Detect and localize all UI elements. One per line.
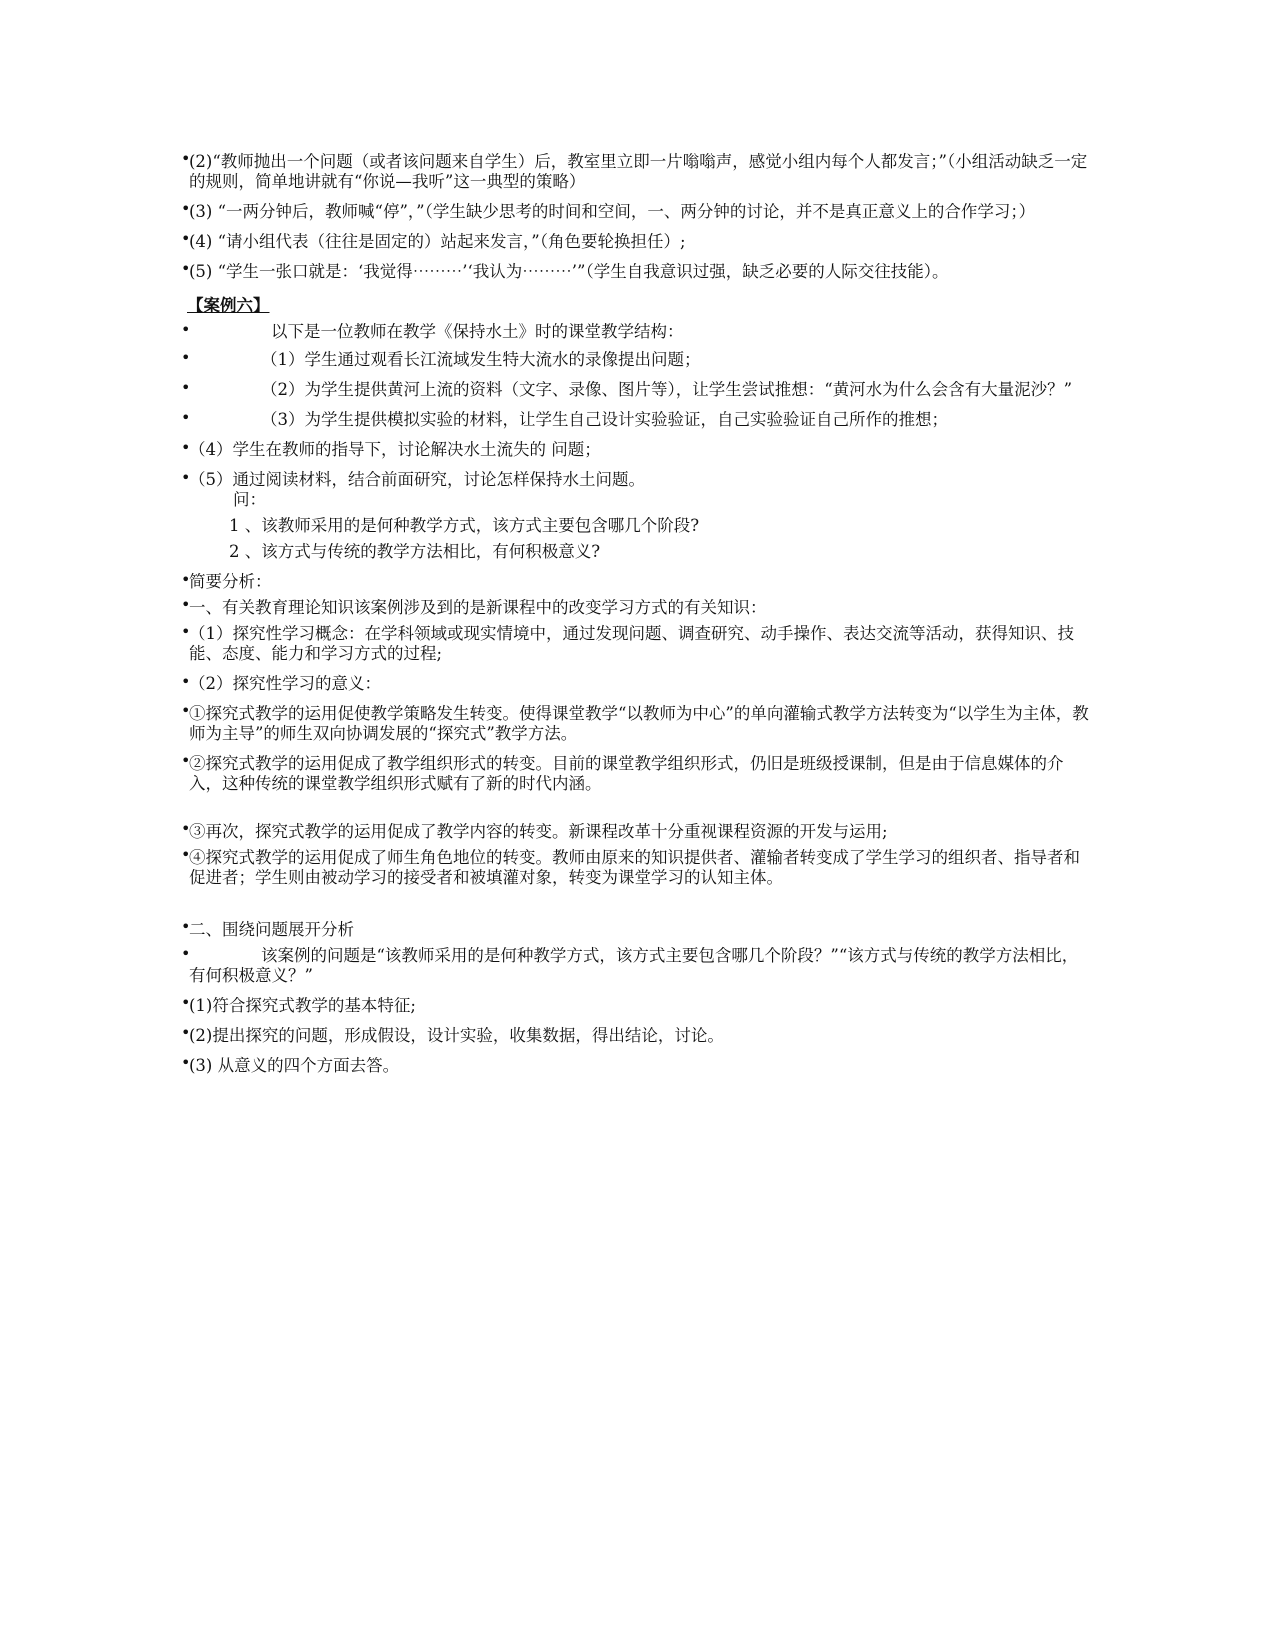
questions-label: 问： — [233, 490, 266, 509]
meaning-item: • ②探究式教学的运用促成了教学组织形式的转变。目前的课堂教学组织形式，仍旧是班级授课制，但是由于信息媒体的介入，这种传统的课堂教学组织形式赋有了新的时代内涵。 — [181, 751, 1064, 793]
bullet-icon: • — [181, 944, 191, 963]
bullet-icon: • — [181, 199, 191, 218]
bullet-icon: • — [181, 149, 191, 168]
bullet-icon: • — [181, 320, 191, 339]
bullet-icon: • — [181, 701, 191, 720]
bullet-icon: • — [181, 845, 191, 864]
bullet-icon: • — [181, 259, 191, 278]
case-step: • （5）通过阅读材料，结合前面研究，讨论怎样保持水土问题。 — [181, 468, 645, 489]
intro-item: • (4) “请小组代表（往往是固定的）站起来发言，”（角色要轮换担任）; — [181, 229, 686, 251]
bullet-icon: • — [181, 408, 191, 427]
bullet-icon: • — [181, 348, 191, 367]
bullet-icon: • — [181, 595, 191, 614]
bullet-icon: • — [181, 570, 191, 589]
bullet-icon: • — [181, 993, 191, 1012]
bullet-icon: • — [181, 751, 191, 770]
meaning-item: • ④探究式教学的运用促成了师生角色地位的转变。教师由原来的知识提供者、灌输者转变成了学生学习的组织者、指导者和促进者；学生则由被动学习的接受者和被填灌对象，转变为课堂学习的认知主体。 — [181, 845, 1080, 887]
section2-item: • (1)符合探究式教学的基本特征; — [181, 993, 416, 1015]
bullet-icon: • — [181, 622, 191, 641]
meaning-item: • ①探究式教学的运用促使教学策略发生转变。使得课堂教学“以教师为中心”的单向灌输式教学方法转变为“以学生为主体，教师为主导”的师生双向协调发展的“探究式”教学方法。 — [181, 701, 1089, 743]
bullet-icon: • — [181, 468, 191, 487]
section2-intro: • 该案例的问题是“该教师采用的是何种教学方式，该方式主要包含哪几个阶段？”“该方式与传统的教学方法相比，有何积极意义？” — [181, 944, 1079, 985]
bullet-icon: • — [181, 229, 191, 248]
bullet-icon: • — [181, 378, 191, 397]
case-step: • （4）学生在教师的指导下，讨论解决水土流失的 问题； — [181, 438, 601, 459]
section1-title: • 一、有关教育理论知识该案例涉及到的是新课程中的改变学习方式的有关知识： — [181, 595, 767, 617]
bullet-icon: • — [181, 819, 191, 838]
intro-item: • (5) “学生一张口就是：‘我觉得⋯⋯⋯’‘我认为⋯⋯⋯’”（学生自我意识过强，缺乏必要的人际交往技能）。 — [181, 259, 949, 281]
section1-item: • （1）探究性学习概念：在学科领域或现实情境中，通过发现问题、调查研究、动手操作、表达交流等活动，获得知识、技能、态度、能力和学习方式的过程; — [181, 622, 1074, 663]
bullet-icon: • — [181, 1023, 191, 1042]
question-item: 1 、该教师采用的是何种教学方式，该方式主要包含哪几个阶段? — [229, 516, 700, 535]
case-step: • （3）为学生提供模拟实验的材料，让学生自己设计实验验证，自己实验验证自己所作的推想； — [181, 408, 948, 429]
intro-item: • (3) “一两分钟后，教师喊“停”，”（学生缺少思考的时间和空间，一、两分钟的讨论，并不是真正意义上的合作学习；） — [181, 199, 1036, 221]
section2-item: • (3) 从意义的四个方面去答。 — [181, 1053, 400, 1075]
section2-item: • (2)提出探究的问题，形成假设，设计实验，收集数据，得出结论，讨论。 — [181, 1023, 724, 1045]
bullet-icon: • — [181, 438, 191, 457]
bullet-icon: • — [181, 1053, 191, 1072]
meaning-item: • ③再次，探究式教学的运用促成了教学内容的转变。新课程改革十分重视课程资源的开发与运用; — [181, 819, 888, 841]
bullet-icon: • — [181, 672, 191, 691]
case-intro: • 以下是一位教师在教学《保持水土》时的课堂教学结构： — [181, 320, 684, 341]
bullet-icon: • — [181, 917, 191, 936]
question-item: 2 、该方式与传统的教学方法相比，有何积极意义? — [229, 542, 601, 561]
section2-title: • 二、围绕问题展开分析 — [181, 917, 354, 939]
intro-item: • (2)“教师抛出一个问题（或者该问题来自学生）后，教室里立即一片嗡嗡声，感觉小组内每个人都发言；”（小组活动缺乏一定的规则，简单地讲就有“你说—我听”这一典型的策略） — [181, 149, 1088, 191]
case-step: • （1）学生通过观看长江流域发生特大流水的录像提出问题； — [181, 348, 701, 369]
case-step: • （2）为学生提供黄河上流的资料（文字、录像、图片等），让学生尝试推想：“黄河水为什么会含有大量泥沙？” — [181, 378, 1073, 399]
document-content — [181, 149, 1093, 1076]
section1-item: • （2）探究性学习的意义： — [181, 672, 381, 693]
analysis-title: • 简要分析： — [181, 570, 272, 591]
case-heading: 【案例六】 — [187, 296, 270, 315]
